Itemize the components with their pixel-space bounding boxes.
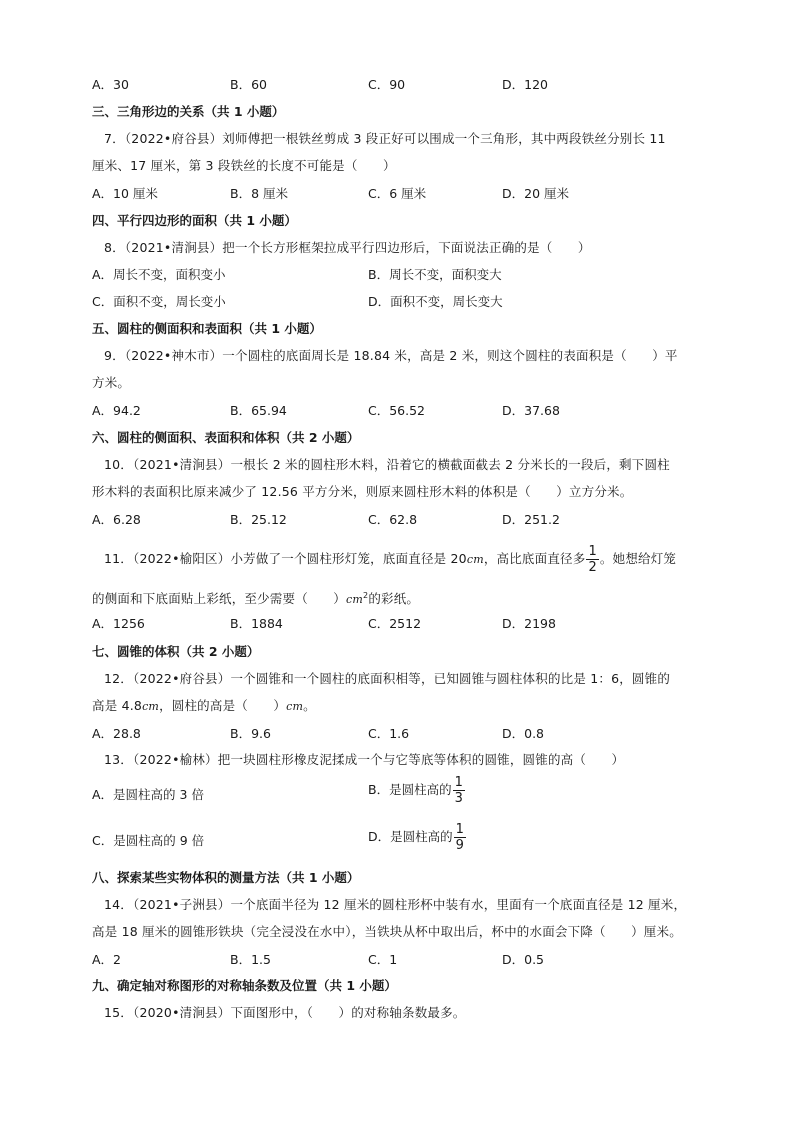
section-heading-7: 七、圆锥的体积（共 2 小题） — [92, 644, 260, 659]
q7-option-a: A．10 厘米 — [92, 186, 158, 201]
q7-option-c: C．6 厘米 — [368, 186, 427, 201]
q11-option-c: C．2512 — [368, 616, 422, 631]
section-heading-9: 九、确定轴对称图形的对称轴条数及位置（共 1 小题） — [92, 978, 397, 993]
fraction-one-third — [453, 775, 465, 806]
q11-option-b: B．1884 — [230, 616, 283, 631]
q11-option-a: A．1256 — [92, 616, 145, 631]
q14-option-c: C．1 — [368, 952, 398, 967]
q9-option-d: D．37.68 — [502, 403, 560, 418]
q7-line-1: 7．（2022•府谷县）刘师傅把一根铁丝剪成 3 段正好可以围成一个三角形，其中两段铁丝分别长 11 — [104, 131, 666, 146]
q14-line-2: 高是 18 厘米的圆锥形铁块（完全浸没在水中），当铁块从杯中取出后，杯中的水面会下降（ ）厘米。 — [92, 924, 682, 939]
q8-option-c: C．面积不变，周长变小 — [92, 294, 226, 309]
q10-option-a: A．6.28 — [92, 512, 141, 527]
q11-text-d: 的侧面和下底面贴上彩纸，至少需要（ ） — [92, 591, 347, 607]
q11-text-b: ，高比底面直径多 — [483, 551, 586, 566]
q7-line-2: 厘米、17 厘米，第 3 段铁丝的长度不可能是（ ） — [92, 158, 396, 173]
q8-option-d: D．面积不变，周长变大 — [368, 294, 503, 309]
fraction-numerator: 1 — [454, 775, 463, 790]
unit-cm: cm — [346, 593, 364, 607]
q15-line-1: 15．（2020•清涧县）下面图形中，（ ）的对称轴条数最多。 — [104, 1005, 466, 1020]
q13-option-b-text: B．是圆柱高的 — [368, 782, 452, 797]
q14-line-1: 14．（2021•子洲县）一个底面半径为 12 厘米的圆柱形杯中装有水，里面有一个底面直径是 12 厘米， — [104, 897, 687, 912]
q13-option-d — [368, 822, 467, 853]
q14-option-d: D．0.5 — [502, 952, 545, 967]
q11-line-2 — [92, 587, 419, 609]
q8-line-1: 8．（2021•清涧县）把一个长方形框架拉成平行四边形后，下面说法正确的是（ ） — [104, 240, 591, 255]
q12-line-1: 12．（2022•府谷县）一个圆锥和一个圆柱的底面积相等，已知圆锥与圆柱体积的比是 1：6，圆锥的 — [104, 671, 671, 686]
superscript-2: 2 — [363, 591, 369, 600]
section-heading-6: 六、圆柱的侧面积、表面积和体积（共 2 小题） — [92, 430, 360, 445]
q12-option-c: C．1.6 — [368, 726, 410, 741]
q10-line-2: 形木料的表面积比原来减少了 12.56 平方分米，则原来圆柱形木料的体积是（ ）立方分米。 — [92, 484, 633, 499]
q12-text-c: 。 — [303, 698, 316, 713]
q12-option-a: A．28.8 — [92, 726, 141, 741]
q13-option-a: A．是圆柱高的 3 倍 — [92, 787, 204, 802]
q10-option-c: C．62.8 — [368, 512, 418, 527]
q14-option-a: A．2 — [92, 952, 122, 967]
q14-option-b: B．1.5 — [230, 952, 271, 967]
fraction-numerator: 1 — [455, 822, 464, 837]
q11-line-1 — [104, 544, 676, 575]
q9-option-c: C．56.52 — [368, 403, 426, 418]
q12-option-d: D．0.8 — [502, 726, 545, 741]
section-heading-8: 八、探索某些实物体积的测量方法（共 1 小题） — [92, 870, 360, 885]
q13-line-1: 13．（2022•榆林）把一块圆柱形橡皮泥揉成一个与它等底等体积的圆锥，圆锥的高（ ） — [104, 752, 625, 767]
unit-cm: cm — [286, 700, 304, 713]
q12-option-b: B．9.6 — [230, 726, 271, 741]
q11-option-d: D．2198 — [502, 616, 556, 631]
q13-option-d-text: D．是圆柱高的 — [368, 829, 453, 844]
fraction-one-half — [586, 544, 598, 575]
q11-text-e: 的彩纸。 — [368, 591, 420, 607]
q8-option-a: A．周长不变，面积变小 — [92, 267, 226, 282]
q9-option-a: A．94.2 — [92, 403, 141, 418]
fraction-denominator: 9 — [455, 838, 464, 853]
fraction-denominator: 3 — [454, 791, 463, 806]
q10-option-d: D．251.2 — [502, 512, 560, 527]
q12-text-a: 高是 4.8 — [92, 698, 143, 713]
q9-option-b: B．65.94 — [230, 403, 287, 418]
q11-text-c: 。她想给灯笼 — [599, 551, 677, 566]
section-heading-5: 五、圆柱的侧面积和表面积（共 1 小题） — [92, 321, 322, 336]
q8-option-b: B．周长不变，面积变大 — [368, 267, 502, 282]
section-heading-3: 三、三角形边的关系（共 1 小题） — [92, 104, 285, 119]
q10-line-1: 10．（2021•清涧县）一根长 2 米的圆柱形木料，沿着它的横截面截去 2 分米长的一段后，剩下圆柱 — [104, 457, 670, 472]
q13-option-b — [368, 775, 466, 806]
fraction-one-ninth — [454, 822, 466, 853]
fraction-numerator: 1 — [588, 544, 597, 559]
q12-text-b: ，圆柱的高是（ ） — [159, 698, 287, 713]
q12-line-2 — [92, 697, 316, 716]
q6-option-d: D．120 — [502, 77, 548, 92]
fraction-denominator: 2 — [588, 560, 597, 575]
q9-line-1: 9．（2022•神木市）一个圆柱的底面周长是 18.84 米，高是 2 米，则这个圆柱的表面积是（ ）平 — [104, 348, 678, 363]
q13-option-c: C．是圆柱高的 9 倍 — [92, 833, 205, 848]
section-heading-4: 四、平行四边形的面积（共 1 小题） — [92, 213, 297, 228]
q10-option-b: B．25.12 — [230, 512, 287, 527]
q6-option-b: B．60 — [230, 77, 267, 92]
q6-option-c: C．90 — [368, 77, 406, 92]
unit-cm: cm — [142, 700, 160, 713]
unit-cm: cm — [466, 553, 484, 566]
q7-option-d: D．20 厘米 — [502, 186, 570, 201]
q6-option-a: A．30 — [92, 77, 129, 92]
q9-line-2: 方米。 — [92, 375, 131, 390]
q11-text-a: 11．（2022•榆阳区）小芳做了一个圆柱形灯笼，底面直径是 20 — [104, 551, 467, 566]
q7-option-b: B．8 厘米 — [230, 186, 289, 201]
